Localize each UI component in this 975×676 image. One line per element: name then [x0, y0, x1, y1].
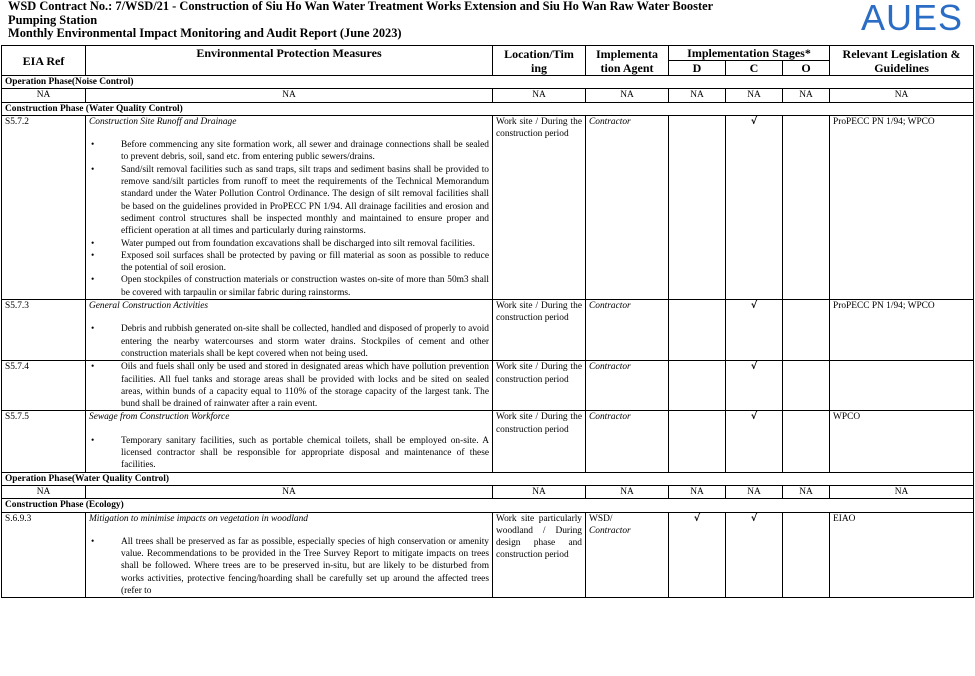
measure-list	[89, 536, 489, 597]
measure-item: • Water pumped out from foundation excavations shall be discharged into silt removal facilities.	[89, 238, 489, 250]
contract-title-line-2: Pumping Station	[8, 12, 98, 27]
measure-item: • Before commencing any site formation work, all sewer and drainage connections shall be sealed to prevent debris, soil, sand etc. from entering public sewers/drains.	[89, 139, 489, 164]
legislation-cell	[830, 361, 974, 411]
location-cell: Work site / During the construction period	[493, 361, 586, 411]
phase-row	[2, 76, 974, 89]
stage-d-cell	[669, 300, 726, 361]
phase-row	[2, 102, 974, 115]
na-cell: NA	[830, 485, 974, 498]
col-stage-o: O	[783, 61, 830, 76]
agent-cell: Contractor	[586, 361, 669, 411]
measure-list	[89, 435, 489, 472]
legislation-cell: EIAO	[830, 512, 974, 598]
na-cell: NA	[669, 89, 726, 102]
stage-d-tick: √	[669, 512, 726, 598]
phase-op-noise: Operation Phase(Noise Control)	[2, 76, 974, 89]
stage-o-cell	[783, 115, 830, 299]
eia-ref: S5.7.4	[2, 361, 86, 411]
stage-c-tick: √	[726, 361, 783, 411]
eia-ref: S5.7.5	[2, 411, 86, 472]
agent-cell: Contractor	[586, 115, 669, 299]
measure-item: • Temporary sanitary facilities, such as portable chemical toilets, shall be employed on-site. A licensed contractor shall be responsible for appropriate disposal and maintenance of these facilities.	[89, 435, 489, 472]
stage-o-cell	[783, 411, 830, 472]
measure-list	[89, 361, 489, 410]
na-cell: NA	[669, 485, 726, 498]
na-cell: NA	[586, 485, 669, 498]
measure-title: Mitigation to minimise impacts on vegetation in woodland	[89, 513, 308, 524]
stage-d-cell	[669, 361, 726, 411]
contract-title-line-1: WSD Contract No.: 7/WSD/21 - Construction of Siu Ho Wan Water Treatment Works Extension and Siu Ho Wan Raw Water Booster	[8, 0, 714, 13]
stage-d-cell	[669, 115, 726, 299]
na-cell: NA	[586, 89, 669, 102]
na-row	[2, 485, 974, 498]
measures-cell	[86, 411, 493, 472]
table-row	[2, 300, 974, 361]
col-stages: Implementation Stages*	[669, 46, 830, 61]
na-cell: NA	[830, 89, 974, 102]
na-cell: NA	[493, 485, 586, 498]
report-header	[8, 0, 848, 41]
aues-logo: AUES	[860, 0, 963, 38]
stage-c-tick: √	[726, 300, 783, 361]
na-cell: NA	[86, 89, 493, 102]
measures-cell	[86, 300, 493, 361]
table-row	[2, 512, 974, 598]
stage-o-cell	[783, 361, 830, 411]
location-cell: Work site particularly woodland / During design phase and construction period	[493, 512, 586, 598]
phase-row	[2, 472, 974, 485]
measure-item: • Debris and rubbish generated on-site shall be collected, handled and disposed of properly to avoid entering the nearby watercourses and storm water drains. Stockpiles of cement and other construction materials shall be kept covered when not being used.	[89, 323, 489, 360]
eia-ref: S5.7.3	[2, 300, 86, 361]
measures-cell	[86, 512, 493, 598]
na-cell: NA	[2, 89, 86, 102]
legislation-cell: ProPECC PN 1/94; WPCO	[830, 300, 974, 361]
stage-c-tick: √	[726, 115, 783, 299]
measure-item: • Open stockpiles of construction materials or construction wastes on-site of more than 50m3 shall be covered with tarpaulin or similar fabric during rainstorms.	[89, 274, 489, 299]
stage-c-tick: √	[726, 512, 783, 598]
col-agent: Implementa tion Agent	[586, 46, 669, 76]
location-cell: Work site / During the construction period	[493, 411, 586, 472]
phase-op-water: Operation Phase(Water Quality Control)	[2, 472, 974, 485]
col-stage-d: D	[669, 61, 726, 76]
na-cell: NA	[726, 485, 783, 498]
report-title: Monthly Environmental Impact Monitoring and Audit Report (June 2023)	[8, 26, 402, 40]
col-location: Location/Tim ing	[493, 46, 586, 76]
location-cell: Work site / During the construction period	[493, 115, 586, 299]
col-legislation: Relevant Legislation & Guidelines	[830, 46, 974, 76]
table-row	[2, 361, 974, 411]
table-row	[2, 115, 974, 299]
measure-title: Sewage from Construction Workforce	[89, 412, 230, 423]
na-cell: NA	[783, 89, 830, 102]
agent-wsd: WSD/	[589, 513, 613, 524]
stage-d-cell	[669, 411, 726, 472]
legislation-cell: ProPECC PN 1/94; WPCO	[830, 115, 974, 299]
measures-cell	[86, 115, 493, 299]
measure-item: • Oils and fuels shall only be used and stored in designated areas which have pollution prevention facilities. All fuel tanks and storage areas shall be provided with locks and be sited on sealed areas, within bunds of a capacity equal to 110% of the storage capacity of the largest tank. The bund shall be drained of rainwater after a rain event.	[89, 361, 489, 410]
table-header-row	[2, 46, 974, 61]
agent-cell	[586, 512, 669, 598]
phase-con-ecology: Construction Phase (Ecology)	[2, 499, 974, 512]
agent-cell: Contractor	[586, 411, 669, 472]
agent-cell: Contractor	[586, 300, 669, 361]
measure-title: Construction Site Runoff and Drainage	[89, 116, 237, 127]
agent-contractor: Contractor	[589, 525, 631, 536]
measure-item: • Exposed soil surfaces shall be protected by paving or fill material as soon as possible to reduce the potential of soil erosion.	[89, 250, 489, 275]
phase-row	[2, 499, 974, 512]
measure-item: • Sand/silt removal facilities such as sand traps, silt traps and sediment basins shall be provided to remove sand/silt particles from runoff to meet the requirements of the Technical Memorandum standard under the Water Pollution Control Ordinance. The design of silt removal facilities shall be based on the guidelines provided in ProPECC PN 1/94. All drainage facilities and erosion and sediment control structures shall be inspected monthly and maintained to ensure proper and efficient operation at all times and particularly during rainstorms.	[89, 164, 489, 238]
col-measures: Environmental Protection Measures	[86, 46, 493, 76]
legislation-cell: WPCO	[830, 411, 974, 472]
na-cell: NA	[783, 485, 830, 498]
measure-list	[89, 139, 489, 299]
stage-o-cell	[783, 300, 830, 361]
measure-title: General Construction Activities	[89, 301, 209, 312]
measure-list	[89, 323, 489, 360]
na-cell: NA	[2, 485, 86, 498]
na-cell: NA	[493, 89, 586, 102]
stage-o-cell	[783, 512, 830, 598]
stage-c-tick: √	[726, 411, 783, 472]
na-row	[2, 89, 974, 102]
measure-item: • All trees shall be preserved as far as possible, especially species of high conservation or amenity value. Recommendations to be provided in the Tree Survey Report to mitigate impacts on trees shall be followed. Where trees are to be preserved in-situ, but are likely to be disturbed from works activities, protective fencing/hoarding shall be carefully set up around the affected trees (refer to	[89, 536, 489, 597]
implementation-schedule-table	[1, 45, 974, 598]
col-stage-c: C	[726, 61, 783, 76]
na-cell: NA	[86, 485, 493, 498]
table-row	[2, 411, 974, 472]
eia-ref: S.6.9.3	[2, 512, 86, 598]
measures-cell	[86, 361, 493, 411]
na-cell: NA	[726, 89, 783, 102]
col-eia-ref: EIA Ref	[2, 46, 86, 76]
eia-ref: S5.7.2	[2, 115, 86, 299]
location-cell: Work site / During the construction period	[493, 300, 586, 361]
phase-con-water: Construction Phase (Water Quality Control)	[2, 102, 974, 115]
